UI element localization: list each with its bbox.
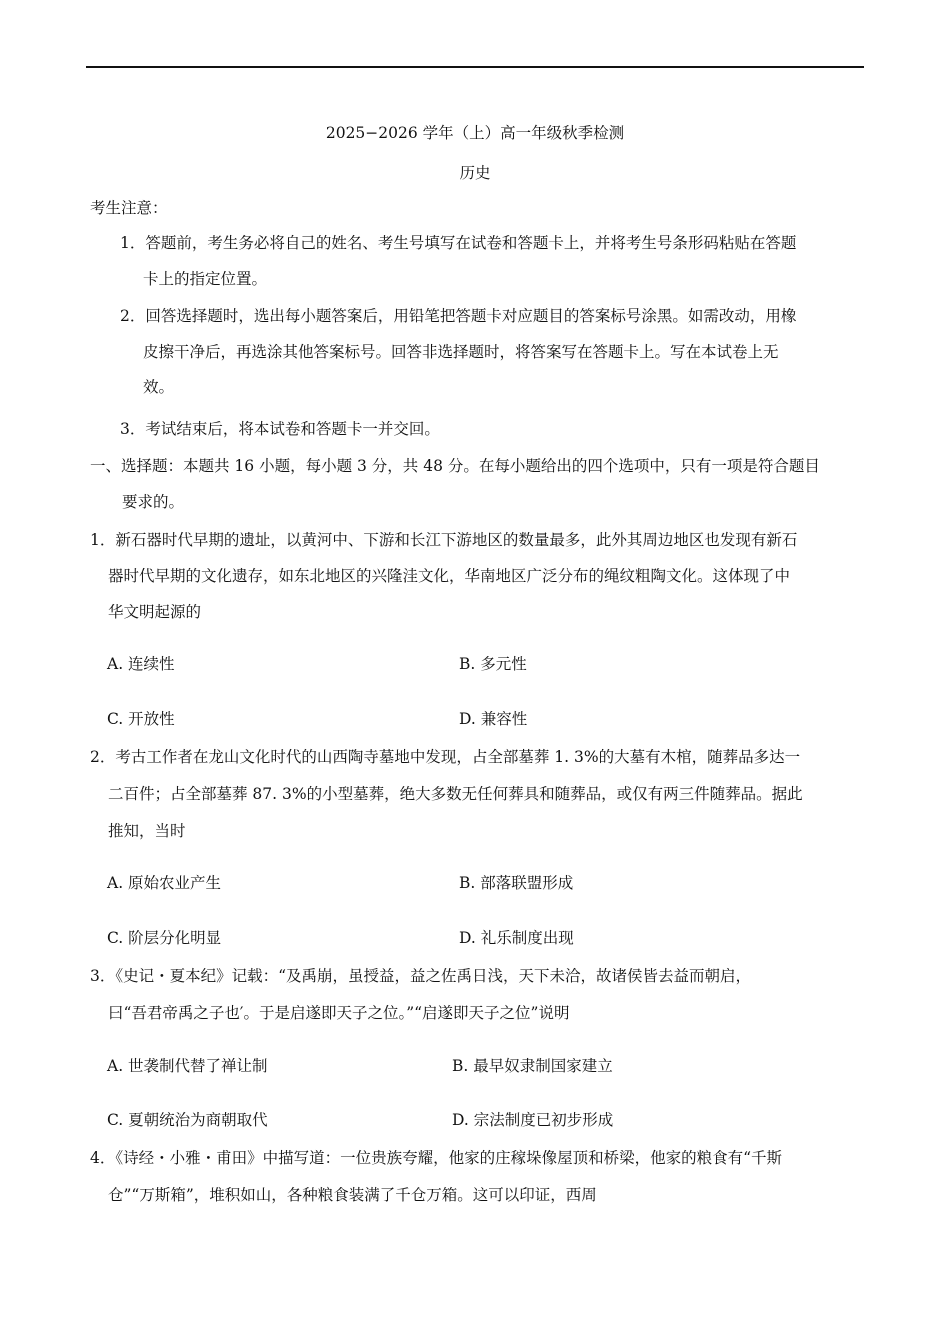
exam-title: 2025−2026 学年（上）高一年级秋季检测 [325,124,625,142]
question-2-option-a[interactable]: A. 原始农业产生 [107,874,222,892]
question-stem: 《诗经・小雅・甫田》中描写道：一位贵族夸耀，他家的庄稼垛像屋顶和桥梁，他家的粮食有“千斯 [115,1149,783,1167]
section-heading-line-2: 要求的。 [122,493,185,511]
question-1-line-2: 器时代早期的文化遗存，如东北地区的兴隆洼文化，华南地区广泛分布的绳纹粗陶文化。这体现了中 [108,567,791,585]
question-1-option-c[interactable]: C. 开放性 [107,710,175,728]
notice-item-3 [120,419,440,439]
notice-item-text: 考试结束后，将本试卷和答题卡一并交回。 [145,420,440,438]
subject-title: 历史 [459,164,491,182]
question-2-line-3: 推知，当时 [108,822,186,840]
question-number: 3． [90,967,116,985]
question-stem: 考古工作者在龙山文化时代的山西陶寺墓地中发现，占全部墓葬 1. 3%的大墓有木棺，随葬品多达一 [115,748,801,766]
header-rule [86,66,864,68]
question-2-option-b[interactable]: B. 部落联盟形成 [459,874,574,892]
question-3-option-a[interactable]: A. 世袭制代替了禅让制 [107,1057,268,1075]
notice-item-1 [120,233,796,253]
question-3 [90,966,751,986]
question-1 [90,530,797,550]
notice-item-2-line-2: 皮擦干净后，再选涂其他答案标号。回答非选择题时，将答案写在答题卡上。写在本试卷上无 [143,343,779,361]
notice-item-text: 回答选择题时，选出每小题答案后，用铅笔把答题卡对应题目的答案标号涂黑。如需改动，用橡 [145,307,797,325]
notice-item-2 [120,306,796,326]
question-2-option-d[interactable]: D. 礼乐制度出现 [459,929,574,947]
question-number: 1． [90,531,116,549]
question-stem: 新石器时代早期的遗址，以黄河中、下游和长江下游地区的数量最多，此外其周边地区也发现有新石 [115,531,798,549]
notice-item-2-line-3: 效。 [143,378,175,396]
notice-heading: 考生注意： [90,199,168,217]
question-1-option-b[interactable]: B. 多元性 [459,655,527,673]
question-2 [90,747,800,767]
notice-item-number: 1． [120,234,146,252]
notice-item-1-line-2: 卡上的指定位置。 [143,270,268,288]
section-heading: 一、选择题：本题共 16 小题，每小题 3 分，共 48 分。在每小题给出的四个选项中，只有一项是符合题目 [90,457,820,475]
question-number: 2． [90,748,116,766]
question-1-option-d[interactable]: D. 兼容性 [459,710,528,728]
question-3-line-2: 曰“吾君帝禹之子也′。于是启遂即天子之位。”“启遂即天子之位”说明 [108,1004,570,1022]
question-3-option-d[interactable]: D. 宗法制度已初步形成 [452,1111,614,1129]
question-1-line-3: 华文明起源的 [108,603,202,621]
notice-item-text: 答题前，考生务必将自己的姓名、考生号填写在试卷和答题卡上，并将考生号条形码粘贴在答题 [145,234,797,252]
question-1-option-a[interactable]: A. 连续性 [107,655,175,673]
question-3-option-c[interactable]: C. 夏朝统治为商朝取代 [107,1111,268,1129]
question-4-line-2: 仓”“万斯箱”，堆积如山，各种粮食装满了千仓万箱。这可以印证，西周 [108,1186,597,1204]
question-2-option-c[interactable]: C. 阶层分化明显 [107,929,222,947]
question-stem: 《史记・夏本纪》记载：“及禹崩，虽授益，益之佐禹日浅，天下未洽，故诸侯皆去益而朝启， [115,967,752,985]
notice-item-number: 3． [120,420,146,438]
notice-item-number: 2． [120,307,146,325]
question-4 [90,1148,782,1168]
question-3-option-b[interactable]: B. 最早奴隶制国家建立 [452,1057,613,1075]
question-number: 4． [90,1149,116,1167]
question-2-line-2: 二百件；占全部墓葬 87. 3%的小型墓葬，绝大多数无任何葬具和随葬品，或仅有两三件随葬品。据此 [108,785,803,803]
